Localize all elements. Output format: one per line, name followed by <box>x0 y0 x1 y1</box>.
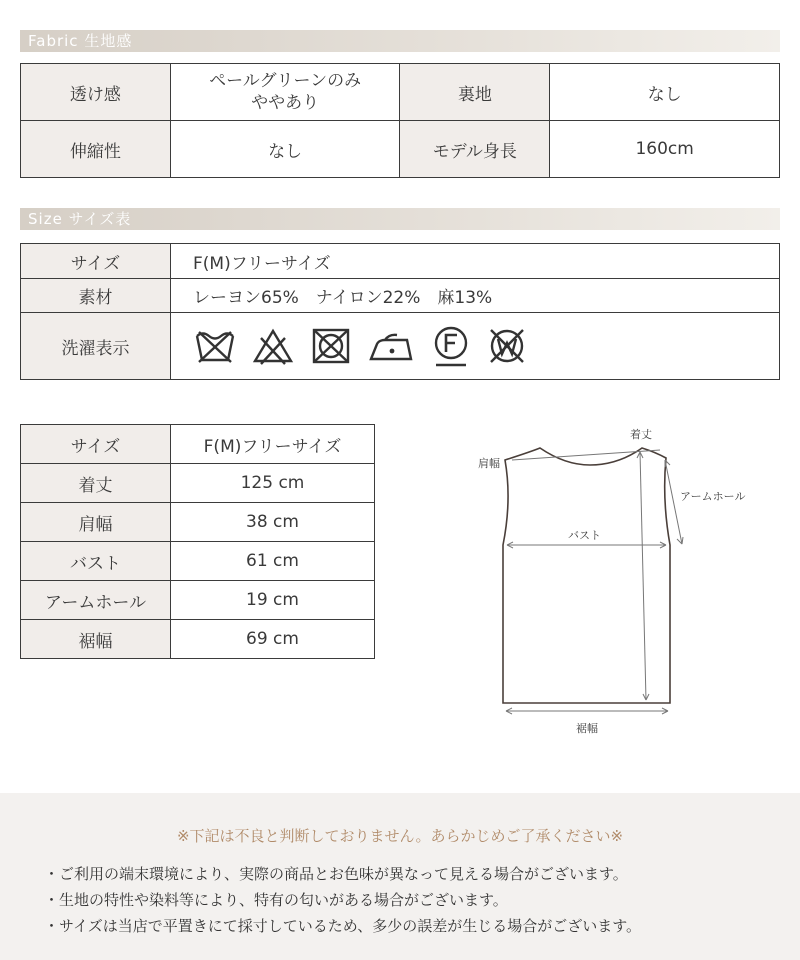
shoulder-value: 38 cm <box>171 503 375 542</box>
shoulder-label: 肩幅 <box>21 503 171 542</box>
diagram-armhole-label: アームホール <box>680 490 746 503</box>
armhole-value: 19 cm <box>171 581 375 620</box>
fabric-section-header: Fabric 生地感 <box>20 30 780 52</box>
table-row <box>21 425 375 464</box>
notice-title: ※下記は不良と判断しておりません。あらかじめご了承ください※ <box>176 827 624 845</box>
lining-value: なし <box>550 64 780 121</box>
table-row <box>21 121 780 178</box>
list-item: ・生地の特性や染料等により、特有の匂いがある場合がございます。 <box>44 891 508 909</box>
care-icons-cell <box>171 313 780 380</box>
length-value: 125 cm <box>171 464 375 503</box>
notice-list <box>44 861 784 939</box>
list-item: ・ご利用の端末環境により、実際の商品とお色味が異なって見える場合がございます。 <box>44 865 628 883</box>
dry-clean-f-icon <box>431 324 471 368</box>
hem-value: 69 cm <box>171 620 375 659</box>
stretch-value: なし <box>170 121 400 178</box>
garment-diagram <box>470 420 780 750</box>
sheer-value-line1: ペールグリーンのみ <box>209 71 362 91</box>
bust-value: 61 cm <box>171 542 375 581</box>
no-tumble-dry-icon <box>309 326 353 366</box>
no-wash-icon <box>193 326 237 366</box>
diagram-shoulder-label: 肩幅 <box>478 457 500 470</box>
list-item: ・サイズは当店で平置きにて採寸しているため、多少の誤差が生じる場合がございます。 <box>44 917 642 935</box>
table-row <box>21 464 375 503</box>
size-info-table <box>20 243 780 380</box>
sheer-label: 透け感 <box>21 64 171 121</box>
table-row <box>21 542 375 581</box>
armhole-label: アームホール <box>21 581 171 620</box>
measurement-table <box>20 424 375 659</box>
sheer-value-line2: ややあり <box>251 93 320 113</box>
iron-low-icon <box>367 326 417 366</box>
lining-label: 裏地 <box>400 64 550 121</box>
hem-label: 裾幅 <box>21 620 171 659</box>
size-value: F(M)フリーサイズ <box>171 244 780 279</box>
no-wet-clean-icon <box>485 326 529 366</box>
table-row <box>21 503 375 542</box>
fabric-table <box>20 63 780 178</box>
table-row <box>21 581 375 620</box>
measure-header-value: F(M)フリーサイズ <box>171 425 375 464</box>
table-row <box>21 620 375 659</box>
bust-label: バスト <box>21 542 171 581</box>
diagram-hem-label: 裾幅 <box>576 722 598 735</box>
stretch-label: 伸縮性 <box>21 121 171 178</box>
length-label: 着丈 <box>21 464 171 503</box>
model-height-value: 160cm <box>550 121 780 178</box>
care-icons <box>193 324 779 368</box>
diagram-length-label: 着丈 <box>630 428 652 441</box>
size-label: サイズ <box>21 244 171 279</box>
size-section-header: Size サイズ表 <box>20 208 780 230</box>
notice-panel <box>0 793 800 960</box>
sheer-value <box>170 64 400 121</box>
table-row <box>21 64 780 121</box>
table-row <box>21 279 780 313</box>
table-row <box>21 244 780 279</box>
care-label: 洗濯表示 <box>21 313 171 380</box>
diagram-bust-label: バスト <box>568 529 601 542</box>
model-height-label: モデル身長 <box>400 121 550 178</box>
material-label: 素材 <box>21 279 171 313</box>
no-bleach-icon <box>251 326 295 366</box>
measure-header-label: サイズ <box>21 425 171 464</box>
table-row <box>21 313 780 380</box>
material-value: レーヨン65% ナイロン22% 麻13% <box>171 279 780 313</box>
